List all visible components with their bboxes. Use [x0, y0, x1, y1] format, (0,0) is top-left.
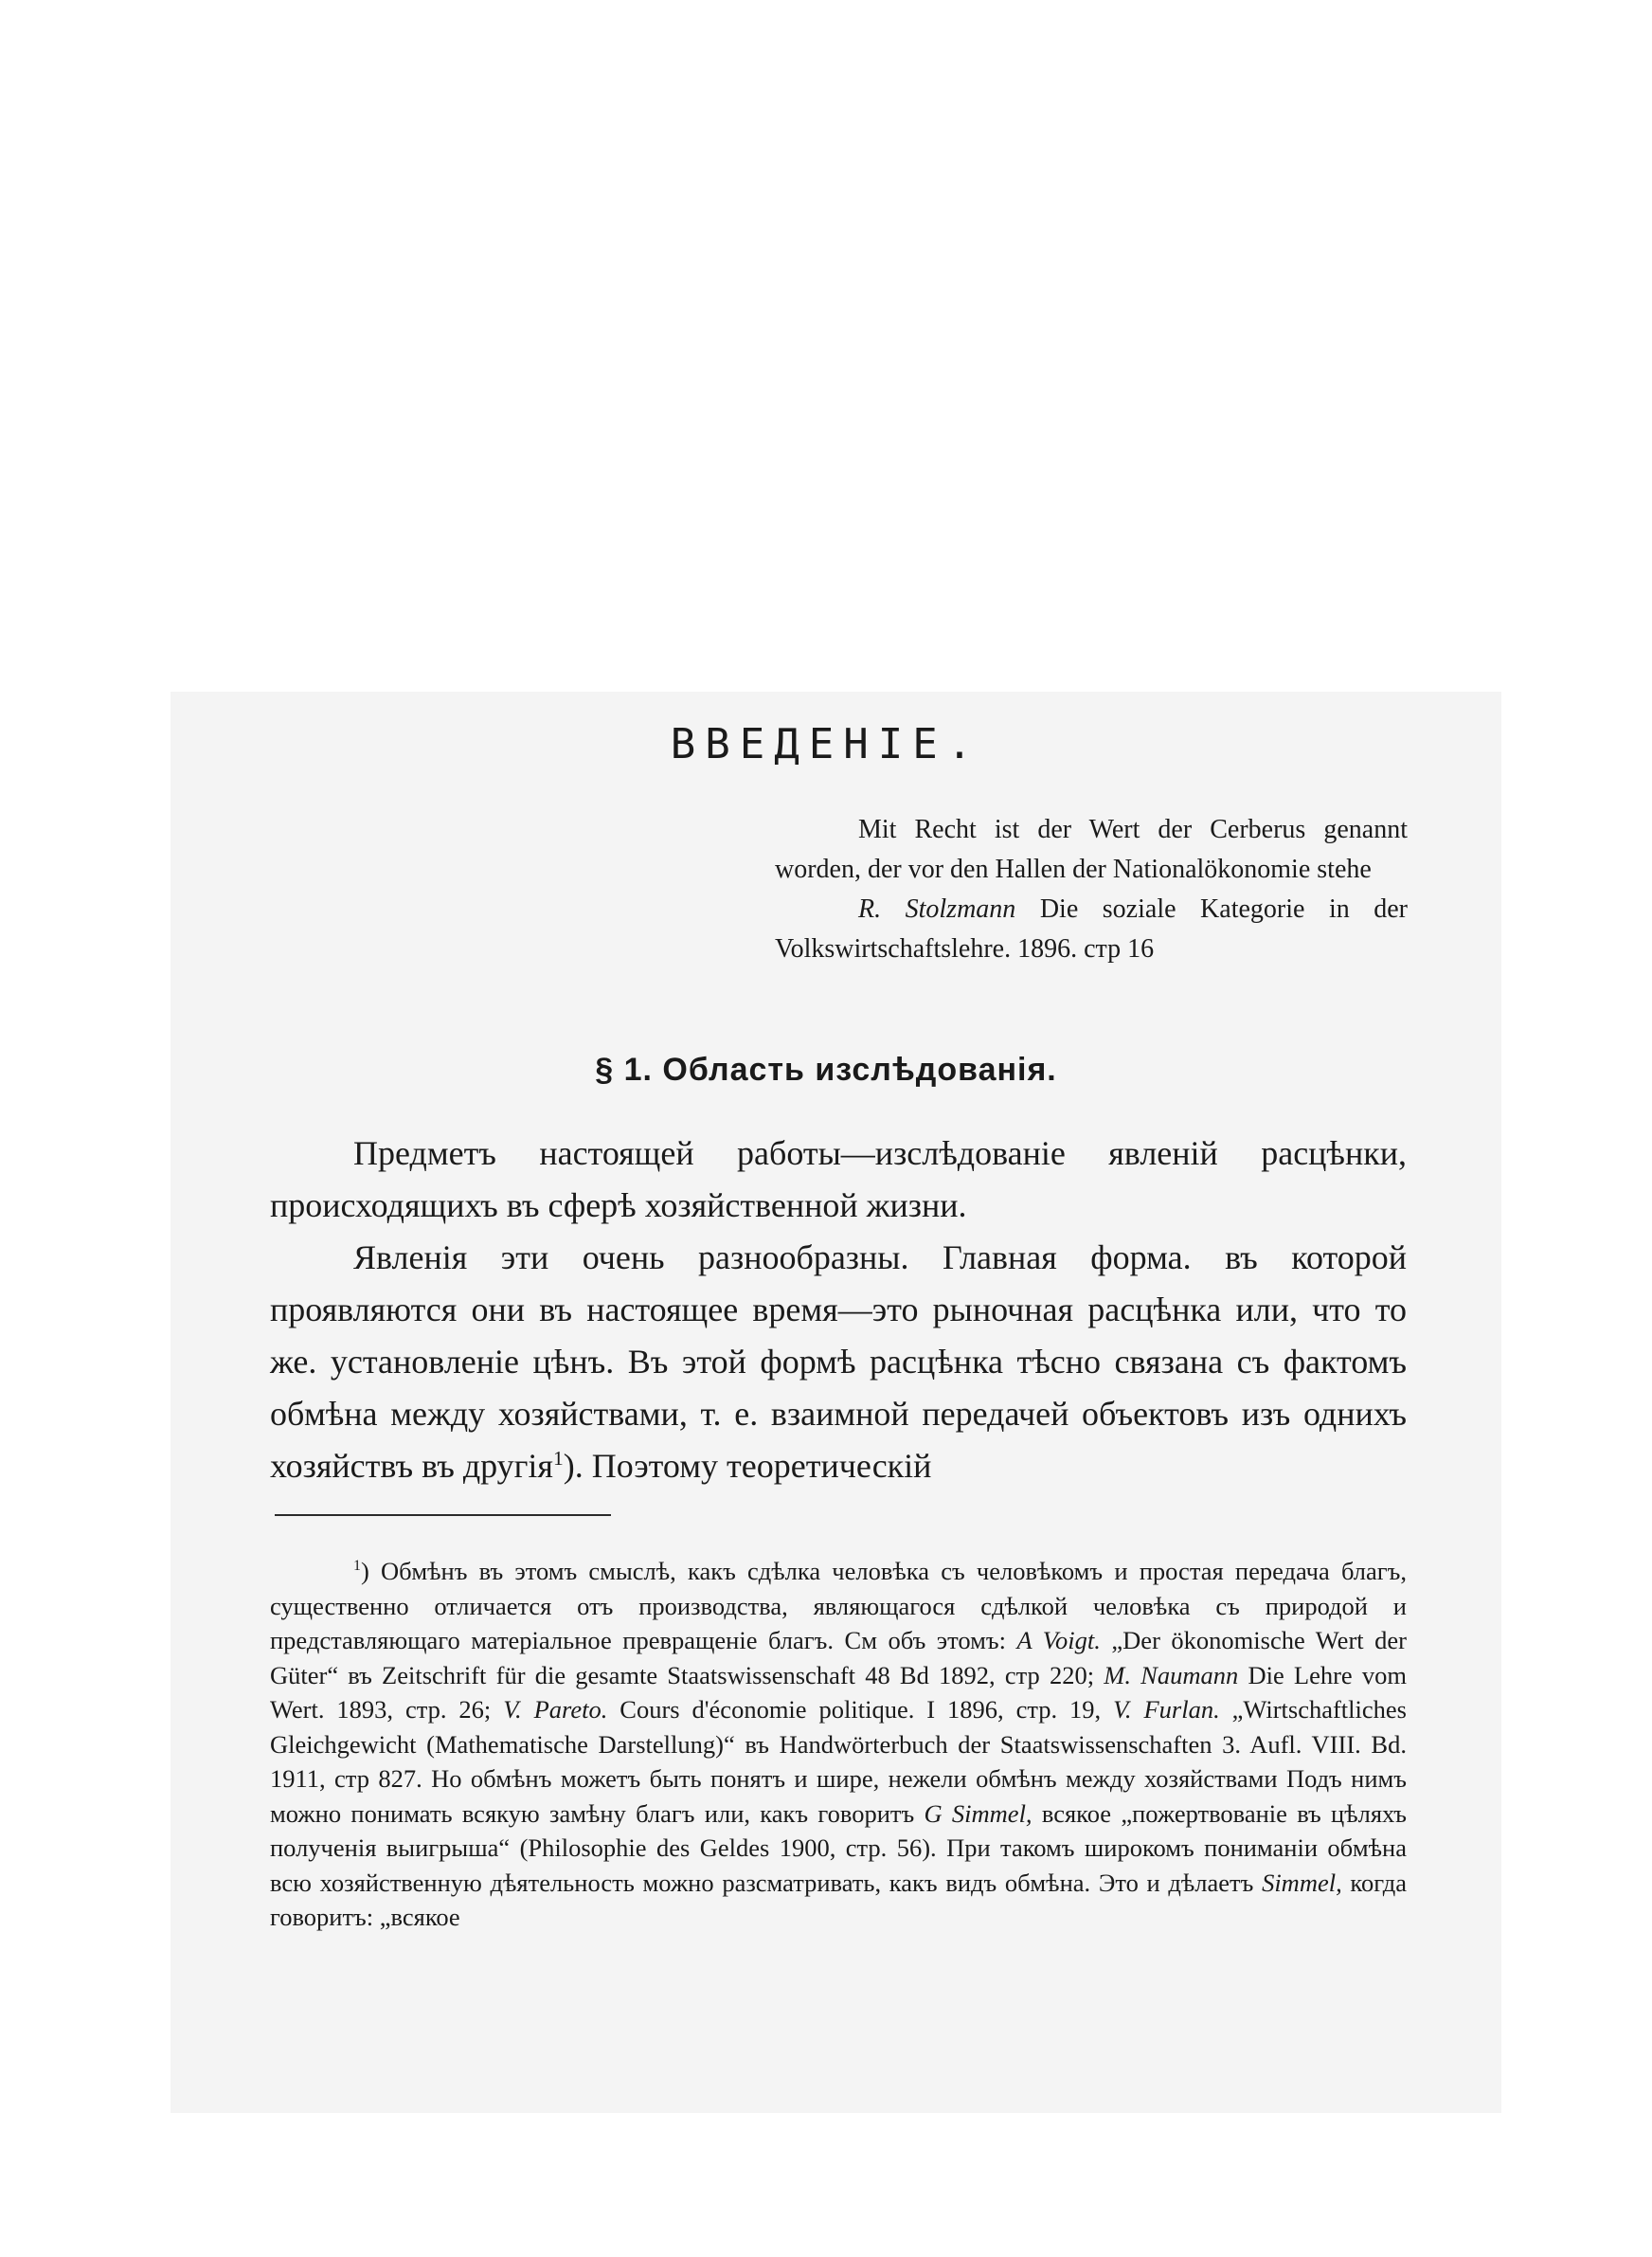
footnote-author: A Voigt. [1016, 1626, 1101, 1654]
footnote-part: всякое „пожертвованіе въ цѣляхъ полученія выигрыша“ (Philosophie des Geldes 1900, стр. 56). При такомъ широкомъ пониманіи обмѣна всю хозяйственную дѣятельность можно разсматривать, какъ видъ обмѣна. Это и дѣлаетъ [270, 1798, 1407, 1897]
footnote-part: когда говоритъ: „всякое [270, 1868, 1407, 1931]
paragraph-2-end: ). Поэтому теоретическій [563, 1447, 932, 1485]
footnote-author: V. Furlan. [1113, 1695, 1220, 1724]
footnote-mark: 1 [353, 1558, 361, 1575]
footnote-part: „Der ökonomische Wert der Güter“ въ Zeitschrift für die gesamte Staatswissenschaft 48 Bd 1892, стр 220; [270, 1626, 1407, 1689]
paragraph-2-text: Явленія эти очень разнообразны. Главная форма. въ которой проявляются они въ настоящее время—это рыночная расцѣнка или, что то же. установленіе цѣнъ. Въ этой формѣ расцѣнка тѣсно связана съ фактомъ обмѣна между хозяйствами, т. е. взаимной передачей объектовъ изъ однихъ хозяйствъ въ другія [270, 1238, 1407, 1485]
epigraph-author: R. Stolzmann [858, 894, 1016, 924]
footnote-text [270, 1554, 1407, 1935]
footnote [270, 1554, 1407, 1935]
footnote-ref: 1 [553, 1447, 564, 1470]
epigraph [775, 810, 1408, 969]
epigraph-citation [775, 890, 1408, 969]
body-text [270, 1128, 1407, 1492]
paragraph-1: Предметъ настоящей работы—изслѣдованіе явленій расцѣнки, происходящихъ въ сферѣ хозяйственной жизни. [270, 1134, 1407, 1224]
footnote-part: Die Lehre vom Wert. 1893, стр. 26; [270, 1660, 1407, 1724]
epigraph-quote: Mit Recht ist der Wert der Cerberus genannt worden, der vor den Hallen der Nationalökonomie stehe [775, 815, 1408, 884]
footnote-part: Cours d'économie politique. I 1896, стр. 19, [607, 1695, 1114, 1724]
footnote-part: „Wirtschaftliches Gleichgewicht (Mathematische Darstellung)“ въ Handwörterbuch der Staatswissenschaften 3. Aufl. VIII. Bd. 1911, стр 827. Но обмѣнъ можетъ быть понятъ и шире, нежели обмѣнъ между хозяйствами Подъ нимъ можно понимать всякую замѣну благъ или, какъ говоритъ [270, 1695, 1407, 1828]
footnote-divider [275, 1514, 611, 1516]
footnote-part: ) Обмѣнъ въ этомъ смыслѣ, какъ сдѣлка человѣка съ человѣкомъ и простая передача благъ, существенно отличается отъ производства, являющагося сдѣлкой человѣка съ природой и представляющаго матеріальное превращеніе благъ. См объ этомъ: [270, 1557, 1407, 1654]
footnote-author: Simmel, [1262, 1868, 1342, 1897]
chapter-title: ВВЕДЕНІЕ. [670, 720, 982, 768]
footnote-author: G Simmel, [924, 1798, 1032, 1828]
epigraph-source: Die soziale Kategorie in der Volkswirtschaftslehre. 1896. стр 16 [775, 894, 1409, 964]
section-heading: § 1. Область изслѣдованія. [595, 1052, 1057, 1088]
paragraph-2 [270, 1232, 1407, 1492]
footnote-author: V. Pareto. [503, 1695, 608, 1724]
footnote-author: M. Naumann [1104, 1660, 1239, 1689]
